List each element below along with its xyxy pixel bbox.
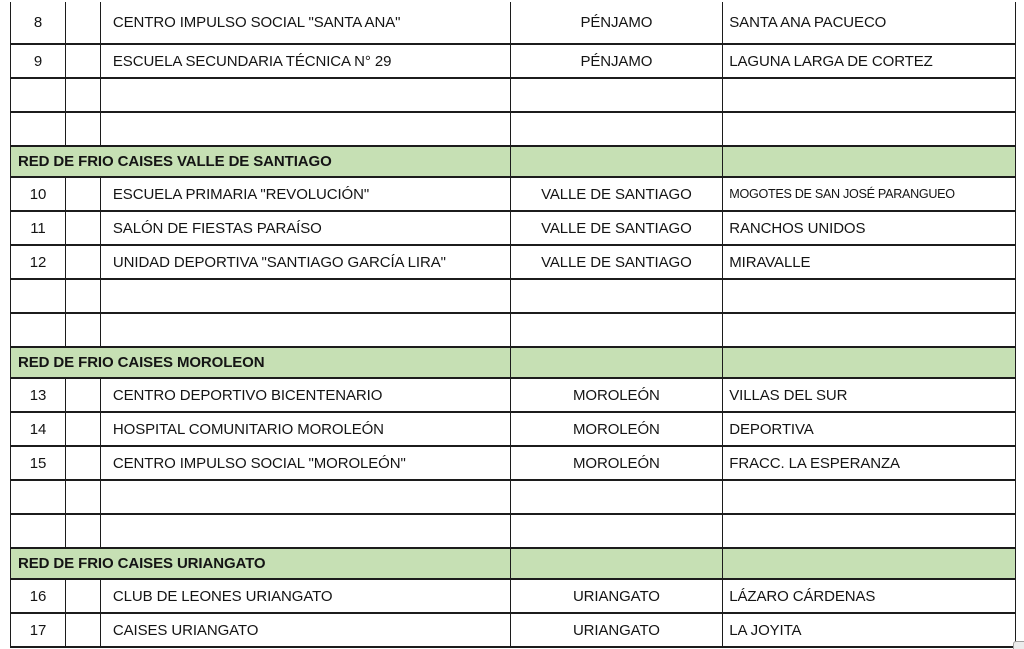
locality-cell: SANTA ANA PACUECO bbox=[723, 2, 1016, 43]
locality-cell bbox=[723, 280, 1016, 312]
spacer-cell bbox=[66, 79, 101, 111]
site-name-cell: HOSPITAL COMUNITARIO MOROLEÓN bbox=[101, 413, 511, 445]
site-name-cell bbox=[101, 481, 511, 513]
spacer-cell bbox=[66, 280, 101, 312]
spacer-cell bbox=[66, 178, 101, 210]
locality-cell: LA JOYITA bbox=[723, 614, 1016, 646]
locality-cell: LAGUNA LARGA DE CORTEZ bbox=[723, 45, 1016, 77]
spacer-cell bbox=[66, 212, 101, 244]
section-fill-cell bbox=[723, 348, 1016, 377]
row-number-cell: 8 bbox=[11, 2, 66, 43]
table-row bbox=[11, 580, 1016, 614]
row-number-cell: 15 bbox=[11, 447, 66, 479]
empty-row bbox=[11, 314, 1016, 348]
locality-cell: LÁZARO CÁRDENAS bbox=[723, 580, 1016, 612]
table-row bbox=[11, 614, 1016, 648]
empty-row bbox=[11, 515, 1016, 549]
row-number-cell: 12 bbox=[11, 246, 66, 278]
municipality-cell: MOROLEÓN bbox=[511, 447, 724, 479]
row-number-cell bbox=[11, 515, 66, 547]
table-row bbox=[11, 212, 1016, 246]
empty-row bbox=[11, 113, 1016, 147]
locality-cell bbox=[723, 314, 1016, 346]
site-name-cell bbox=[101, 515, 511, 547]
section-fill-cell bbox=[511, 549, 724, 578]
municipality-cell bbox=[511, 79, 724, 111]
municipality-cell: MOROLEÓN bbox=[511, 413, 724, 445]
municipality-cell bbox=[511, 314, 724, 346]
table-row bbox=[11, 178, 1016, 212]
spacer-cell bbox=[66, 314, 101, 346]
site-name-cell: CENTRO IMPULSO SOCIAL "MOROLEÓN" bbox=[101, 447, 511, 479]
empty-row bbox=[11, 79, 1016, 113]
site-name-cell: CENTRO DEPORTIVO BICENTENARIO bbox=[101, 379, 511, 411]
site-name-cell: CAISES URIANGATO bbox=[101, 614, 511, 646]
municipality-cell: PÉNJAMO bbox=[511, 2, 724, 43]
municipality-cell bbox=[511, 481, 724, 513]
spacer-cell bbox=[66, 481, 101, 513]
section-title: RED DE FRIO CAISES MOROLEON bbox=[11, 348, 511, 377]
spacer-cell bbox=[66, 614, 101, 646]
spacer-cell bbox=[66, 113, 101, 145]
section-title: RED DE FRIO CAISES URIANGATO bbox=[11, 549, 511, 578]
section-fill-cell bbox=[511, 147, 724, 176]
table-row bbox=[11, 45, 1016, 79]
section-fill-cell bbox=[511, 348, 724, 377]
row-number-cell: 17 bbox=[11, 614, 66, 646]
municipality-cell bbox=[511, 515, 724, 547]
site-name-cell: CENTRO IMPULSO SOCIAL "SANTA ANA" bbox=[101, 2, 511, 43]
spacer-cell bbox=[66, 2, 101, 43]
locality-cell: VILLAS DEL SUR bbox=[723, 379, 1016, 411]
table-row bbox=[11, 379, 1016, 413]
section-header-row bbox=[11, 348, 1016, 379]
municipality-cell: VALLE DE SANTIAGO bbox=[511, 212, 724, 244]
locality-cell: MIRAVALLE bbox=[723, 246, 1016, 278]
spacer-cell bbox=[66, 413, 101, 445]
site-name-cell: ESCUELA SECUNDARIA TÉCNICA N° 29 bbox=[101, 45, 511, 77]
row-number-cell: 9 bbox=[11, 45, 66, 77]
row-number-cell bbox=[11, 79, 66, 111]
spacer-cell bbox=[66, 580, 101, 612]
spacer-cell bbox=[66, 447, 101, 479]
section-header-row bbox=[11, 549, 1016, 580]
site-name-cell bbox=[101, 314, 511, 346]
site-name-cell: SALÓN DE FIESTAS PARAÍSO bbox=[101, 212, 511, 244]
section-header-row bbox=[11, 147, 1016, 178]
locality-cell bbox=[723, 79, 1016, 111]
locality-cell: RANCHOS UNIDOS bbox=[723, 212, 1016, 244]
row-number-cell: 11 bbox=[11, 212, 66, 244]
municipality-cell: URIANGATO bbox=[511, 580, 724, 612]
municipality-cell: VALLE DE SANTIAGO bbox=[511, 178, 724, 210]
locality-cell: MOGOTES DE SAN JOSÉ PARANGUEO bbox=[723, 178, 1016, 210]
site-name-cell bbox=[101, 113, 511, 145]
section-fill-cell bbox=[723, 549, 1016, 578]
empty-row bbox=[11, 280, 1016, 314]
row-number-cell bbox=[11, 481, 66, 513]
site-name-cell bbox=[101, 79, 511, 111]
empty-row bbox=[11, 481, 1016, 515]
row-number-cell: 14 bbox=[11, 413, 66, 445]
locality-cell: DEPORTIVA bbox=[723, 413, 1016, 445]
table-row bbox=[11, 413, 1016, 447]
municipality-cell: URIANGATO bbox=[511, 614, 724, 646]
site-name-cell: ESCUELA PRIMARIA "REVOLUCIÓN" bbox=[101, 178, 511, 210]
row-number-cell bbox=[11, 314, 66, 346]
section-title: RED DE FRIO CAISES VALLE DE SANTIAGO bbox=[11, 147, 511, 176]
table-row bbox=[11, 447, 1016, 481]
scroll-corner-handle[interactable] bbox=[1013, 641, 1024, 649]
locality-cell: FRACC. LA ESPERANZA bbox=[723, 447, 1016, 479]
records-table bbox=[10, 2, 1016, 648]
row-number-cell: 10 bbox=[11, 178, 66, 210]
locality-cell bbox=[723, 515, 1016, 547]
spacer-cell bbox=[66, 246, 101, 278]
municipality-cell bbox=[511, 113, 724, 145]
table-row bbox=[11, 2, 1016, 45]
municipality-cell: VALLE DE SANTIAGO bbox=[511, 246, 724, 278]
site-name-cell bbox=[101, 280, 511, 312]
table-row bbox=[11, 246, 1016, 280]
row-number-cell bbox=[11, 113, 66, 145]
site-name-cell: CLUB DE LEONES URIANGATO bbox=[101, 580, 511, 612]
site-name-cell: UNIDAD DEPORTIVA "SANTIAGO GARCÍA LIRA" bbox=[101, 246, 511, 278]
municipality-cell bbox=[511, 280, 724, 312]
municipality-cell: PÉNJAMO bbox=[511, 45, 724, 77]
row-number-cell: 13 bbox=[11, 379, 66, 411]
section-fill-cell bbox=[723, 147, 1016, 176]
row-number-cell bbox=[11, 280, 66, 312]
locality-cell bbox=[723, 481, 1016, 513]
spacer-cell bbox=[66, 515, 101, 547]
row-number-cell: 16 bbox=[11, 580, 66, 612]
spacer-cell bbox=[66, 45, 101, 77]
spacer-cell bbox=[66, 379, 101, 411]
locality-cell bbox=[723, 113, 1016, 145]
municipality-cell: MOROLEÓN bbox=[511, 379, 724, 411]
